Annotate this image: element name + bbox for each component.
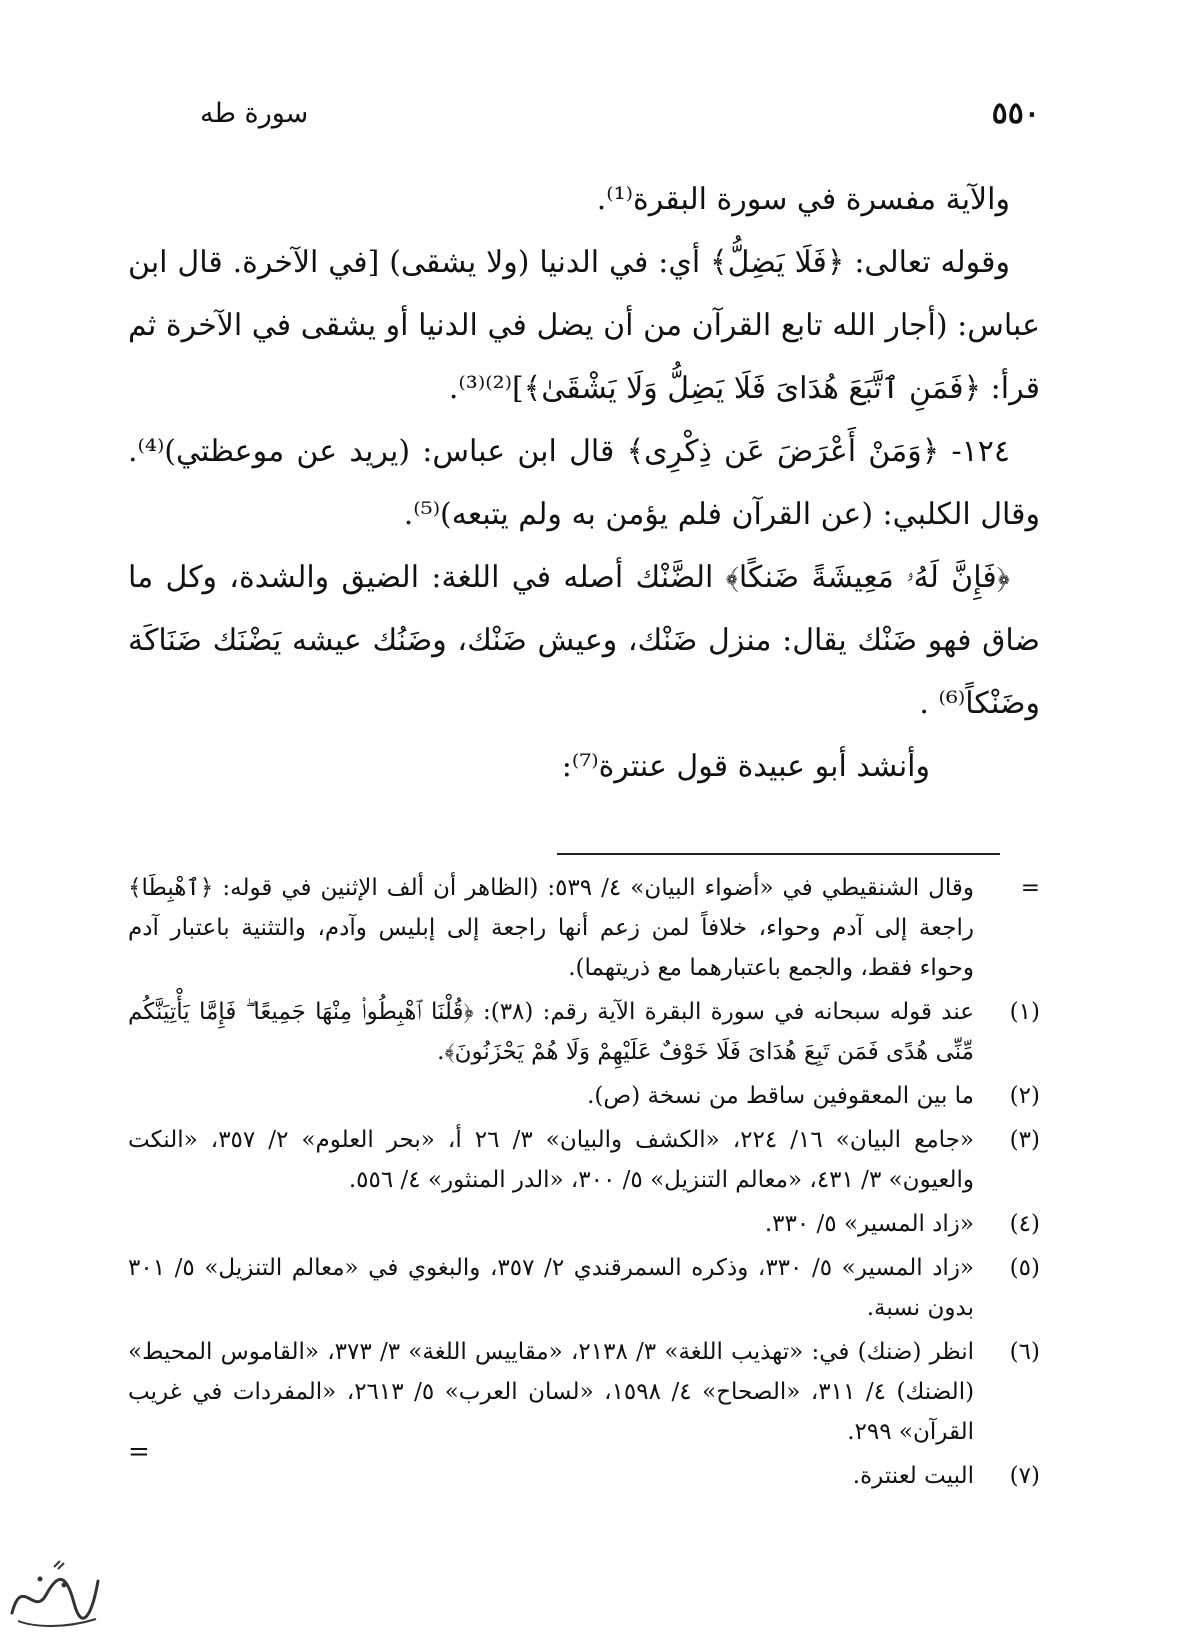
paragraph: ١٢٤- ﴿وَمَنْ أَعْرَضَ عَن ذِكْرِى﴾ قال ابن عباس: (يريد عن موعظتي)⁽⁴⁾. وقال الكلبي: (عن القرآن فلم يؤمن به ولم يتبعه)⁽⁵⁾. bbox=[128, 434, 1040, 532]
page-header bbox=[200, 88, 1040, 138]
footnote-number: (٦) bbox=[1009, 1339, 1040, 1365]
footnote-divider bbox=[557, 853, 1000, 855]
footnote bbox=[128, 1204, 1040, 1244]
footnotes bbox=[128, 868, 1040, 1500]
paragraph: ﴿فَإِنَّ لَهُۥ مَعِيشَةً ضَنكًا﴾ الضَّنْك أصله في اللغة: الضيق والشدة، وكل ما ضاق فهو ضَنْك يقال: منزل ضَنْك، وعيش ضَنْك، وضَنُك عيشه يَضْنَك ضَنَاكَة وضَنْكاً⁽⁶⁾ . bbox=[128, 560, 1040, 721]
footnote bbox=[128, 1076, 1040, 1116]
footnote-number: (٥) bbox=[1009, 1255, 1040, 1281]
footnote-text: ما بين المعقوفين ساقط من نسخة (ص). bbox=[587, 1083, 974, 1109]
footnote-text: «زاد المسير» ٥/ ٣٣٠. bbox=[764, 1211, 974, 1237]
footnote bbox=[128, 868, 1040, 988]
footnote-text: وقال الشنقيطي في «أضواء البيان» ٤/ ٥٣٩: (الظاهر أن ألف الإثنين في قوله: ﴿ٱهْبِطَا﴾ راجعة إلى آدم وحواء، خلافاً لمن زعم أنها راجعة إلى إبليس وآدم، والتثنية باعتبار آدم وحواء فقط، والجمع باعتبارهما مع ذريتهما). bbox=[128, 875, 975, 981]
footnote bbox=[128, 1332, 1040, 1452]
footnote bbox=[128, 992, 1040, 1072]
footnote-text: عند قوله سبحانه في سورة البقرة الآية رقم: (٣٨): ﴿قُلْنَا ٱهْبِطُوا۟ مِنْهَا جَمِيعًا ۖ فَإِمَّا يَأْتِيَنَّكُم مِّنِّى هُدًى فَمَن تَبِعَ هُدَاىَ فَلَا خَوْفٌ عَلَيْهِمْ وَلَا هُمْ يَحْزَنُونَ﴾. bbox=[128, 999, 974, 1065]
footnote-text: «جامع البيان» ١٦/ ٢٢٤، «الكشف والبيان» ٣/ ٢٦ أ، «بحر العلوم» ٢/ ٣٥٧، «النكت والعيون» ٣/ ٤٣١، «معالم التنزيل» ٥/ ٣٠٠، «الدر المنثور» ٤/ ٥٥٦. bbox=[128, 1127, 974, 1193]
footnote-text: «زاد المسير» ٥/ ٣٣٠، وذكره السمرقندي ٢/ ٣٥٧، والبغوي في «معالم التنزيل» ٥/ ٣٠١ بدون نسبة. bbox=[128, 1255, 975, 1321]
paragraph: وقوله تعالى: ﴿فَلَا يَضِلُّ﴾ أي: في الدنيا (ولا يشقى) [في الآخرة. قال ابن عباس: (أجار الله تابع القرآن من أن يضل في الدنيا أو يشقى في الآخرة ثم قرأ: ﴿فَمَنِ ٱتَّبَعَ هُدَاىَ فَلَا يَضِلُّ وَلَا يَشْقَىٰ﴾]⁽²⁾⁽³⁾. bbox=[128, 245, 1040, 406]
footnote-number: = bbox=[1020, 875, 1040, 901]
footnote-number: (٣) bbox=[1009, 1127, 1040, 1153]
paragraph: وأنشد أبو عبيدة قول عنترة⁽⁷⁾: bbox=[561, 749, 930, 784]
footnote-number: (١) bbox=[1009, 999, 1040, 1025]
library-seal-icon bbox=[4, 1555, 104, 1635]
footnote-number: (٤) bbox=[1009, 1211, 1040, 1237]
paragraph: والآية مفسرة في سورة البقرة⁽¹⁾. bbox=[596, 182, 1010, 217]
continuation-mark: = bbox=[128, 1437, 150, 1467]
footnote-number: (٧) bbox=[1009, 1463, 1040, 1489]
surah-title: سورة طه bbox=[200, 97, 309, 129]
page-number: ٥٥٠ bbox=[991, 95, 1040, 131]
footnote-text: انظر (ضنك) في: «تهذيب اللغة» ٣/ ٢١٣٨، «مقاييس اللغة» ٣/ ٣٧٣، «القاموس المحيط» (الضنك) ٤/ ٣١١، «الصحاح» ٤/ ١٥٩٨، «لسان العرب» ٥/ ٢٦١٣، «المفردات في غريب القرآن» ٢٩٩. bbox=[128, 1339, 975, 1445]
main-text bbox=[128, 168, 1040, 798]
footnote bbox=[128, 1248, 1040, 1328]
footnote-number: (٢) bbox=[1009, 1083, 1040, 1109]
footnote bbox=[128, 1120, 1040, 1200]
footnote-text: البيت لعنترة. bbox=[852, 1463, 974, 1489]
footnote bbox=[128, 1456, 1040, 1496]
